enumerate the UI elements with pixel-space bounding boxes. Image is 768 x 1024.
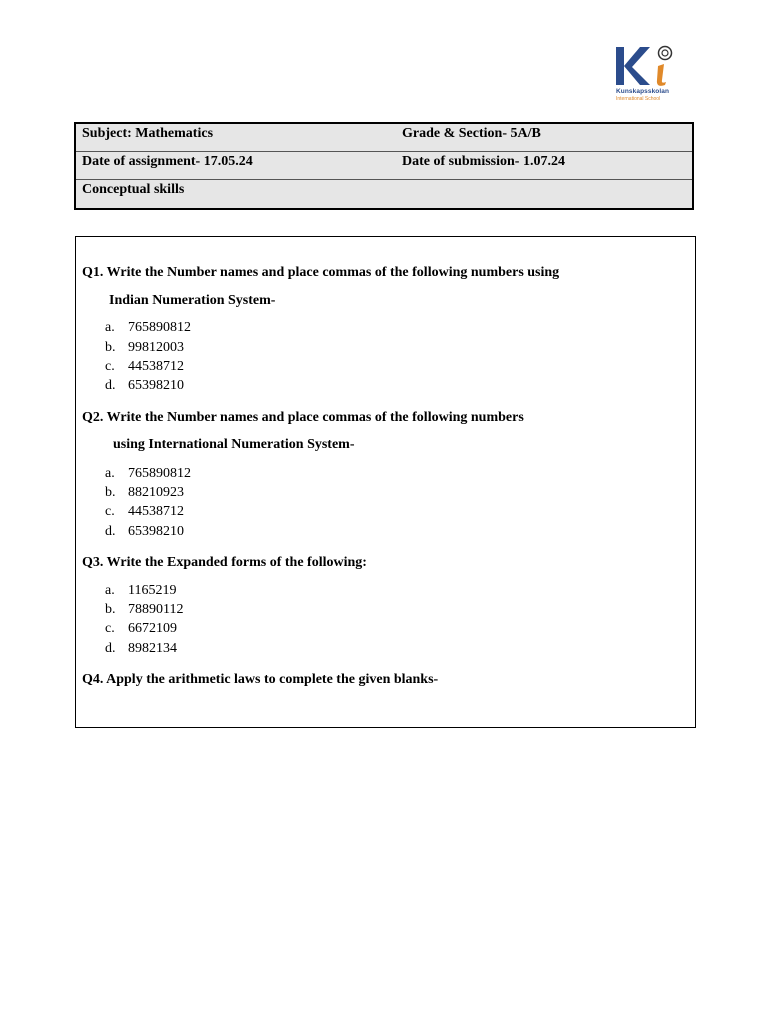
list-item: a. 1165219 bbox=[105, 583, 177, 598]
list-item: d. 65398210 bbox=[105, 378, 184, 393]
question-1-heading: Q1. Write the Number names and place commas of the following numbers using bbox=[82, 265, 560, 280]
info-row-skills bbox=[76, 180, 692, 208]
logo-wordmark: Kunskapsskolan bbox=[616, 88, 670, 95]
subject-label: Subject: Mathematics bbox=[82, 126, 214, 141]
list-item: b. 78890112 bbox=[105, 602, 184, 617]
info-row-dates bbox=[76, 152, 692, 180]
question-1-continuation: Indian Numeration System- bbox=[109, 293, 276, 308]
question-2-heading: Q2. Write the Number names and place commas of the following numbers bbox=[82, 410, 524, 425]
submission-date-label: Date of submission- 1.07.24 bbox=[402, 154, 565, 169]
list-item: a. 765890812 bbox=[105, 466, 191, 481]
list-item: d. 65398210 bbox=[105, 524, 184, 539]
info-row-subject bbox=[76, 124, 692, 152]
questions-box bbox=[75, 236, 696, 728]
skills-label: Conceptual skills bbox=[82, 182, 185, 197]
list-item: c. 44538712 bbox=[105, 504, 184, 519]
list-item: c. 6672109 bbox=[105, 621, 177, 636]
list-item: d. 8982134 bbox=[105, 641, 177, 656]
ki-logo-icon bbox=[614, 44, 678, 94]
assignment-date-label: Date of assignment- 17.05.24 bbox=[82, 154, 253, 169]
grade-section-label: Grade & Section- 5A/B bbox=[402, 126, 541, 141]
question-3-heading: Q3. Write the Expanded forms of the following: bbox=[82, 555, 367, 570]
question-4-heading: Q4. Apply the arithmetic laws to complete the given blanks- bbox=[82, 672, 439, 687]
list-item: a. 765890812 bbox=[105, 320, 191, 335]
question-2-continuation: using International Numeration System- bbox=[113, 437, 355, 452]
school-logo bbox=[614, 44, 678, 106]
list-item: c. 44538712 bbox=[105, 359, 184, 374]
list-item: b. 88210923 bbox=[105, 485, 184, 500]
assignment-info-table bbox=[74, 122, 694, 210]
list-item: b. 99812003 bbox=[105, 340, 184, 355]
logo-subtitle: International School bbox=[616, 96, 661, 102]
